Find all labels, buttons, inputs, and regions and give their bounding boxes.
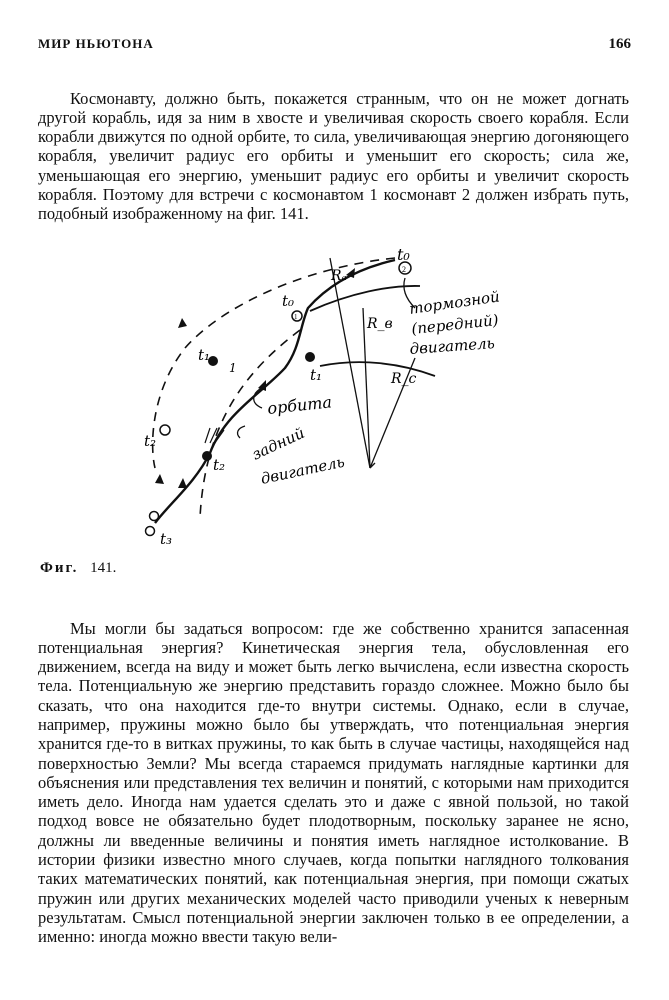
ship-t3-a <box>150 512 159 521</box>
label-rc: R_с <box>391 371 417 387</box>
ship-label-1: 1 <box>294 313 298 321</box>
paragraph-1: Космонавту, должно быть, покажется странным, что он не может догнать другой корабль, идя за ним в хвосте и увеличивая скорость своего корабля. Если корабли движутся по одной орбите, то сила, увеличивающая энергию догоняющего корабля, увеличит радиус его орбиты и уменьшит его скорость; сила же, уменьшающая его энергию, уменьшит радиус его орбиты и увеличит скорость корабля. Поэтому для встречи с космонавтом 1 космонавт 2 должен избрать путь, подобный изображенному на фиг. 141. <box>38 88 629 224</box>
label-brake-engine-3: двигатель <box>409 334 496 358</box>
ship-2-t1 <box>305 352 315 362</box>
rear-pointer <box>238 426 245 438</box>
orbit-arc-c <box>320 362 435 376</box>
label-t1-left: t₁ <box>198 346 211 364</box>
page-number: 166 <box>608 36 631 52</box>
figure-141 <box>0 238 669 568</box>
ship-1-t2 <box>160 425 170 435</box>
ship-2-t2 <box>202 451 212 461</box>
label-t0-mid: t₀ <box>282 292 295 310</box>
caption-number: 141. <box>90 560 117 576</box>
label-brake-engine-2: (передний) <box>410 310 500 338</box>
label-rb: R_в <box>367 316 393 332</box>
page-header <box>38 36 631 56</box>
radius-b <box>363 308 370 468</box>
label-ra: Rₐ <box>331 268 347 284</box>
label-t3: t₃ <box>160 530 173 548</box>
figure-caption <box>40 560 116 577</box>
trajectory-arrow-3 <box>178 478 187 488</box>
caption-prefix: Фиг. <box>40 560 79 576</box>
ship-label-2: 2 <box>402 265 406 274</box>
label-t1-right: t₁ <box>310 366 323 384</box>
outer-arrow-2 <box>155 474 164 484</box>
label-orbit: орбита <box>266 392 333 418</box>
outer-arrow-1 <box>178 318 187 328</box>
label-brake-engine-1: тормозной <box>408 287 501 318</box>
label-t2-left: t₂ <box>144 432 157 450</box>
running-title: МИР НЬЮТОНА <box>38 36 154 51</box>
orbit-diagram <box>0 238 669 568</box>
label-t2-right: t₂ <box>213 456 226 474</box>
label-one: 1 <box>229 361 237 375</box>
label-rear-engine-1: задний <box>249 423 308 464</box>
label-rear-engine-2: двигатель <box>259 452 347 488</box>
paragraph-2: Мы могли бы задаться вопросом: где же собственно хранится запасенная потенциальная энергия? Кинетическая энергия тела, обусловленная его движением, всегда на виду и может быть легко вычислена, если известна скорость тела. Потенциальную же энергию представить гораздо сложнее. Можно было бы сказать, что она находится где-то внутри системы. Однако, если в случае, например, пружины можно было бы утверждать, что потенциальная энергия хранится где-то в витках пружины, то как быть в случае частицы, находящейся над поверхностью Земли? Мы всегда стараемся придумать наглядные картинки для объяснения или представления тех величин и понятий, с которыми нам приходится иметь дело. Иногда нам удается сделать это и даже с явной пользой, но такой подход вовсе не обязательно будет плодотворным, поскольку заранее не ясно, должны ли введенные величины и понятия иметь наглядное истолкование. В истории физики известно много случаев, когда попытки наглядного толкования таких математических понятий, как потенциальная энергия, при помощи сжатых пружин или других механических моделей часто приводили ученых к неверным результатам. Смысл потенциальной энергии заключен только в ее определении, а именно: иногда можно ввести такую вели- <box>38 618 629 947</box>
label-t0-top: t₀ <box>397 245 410 264</box>
ship-t3-b <box>146 527 155 536</box>
